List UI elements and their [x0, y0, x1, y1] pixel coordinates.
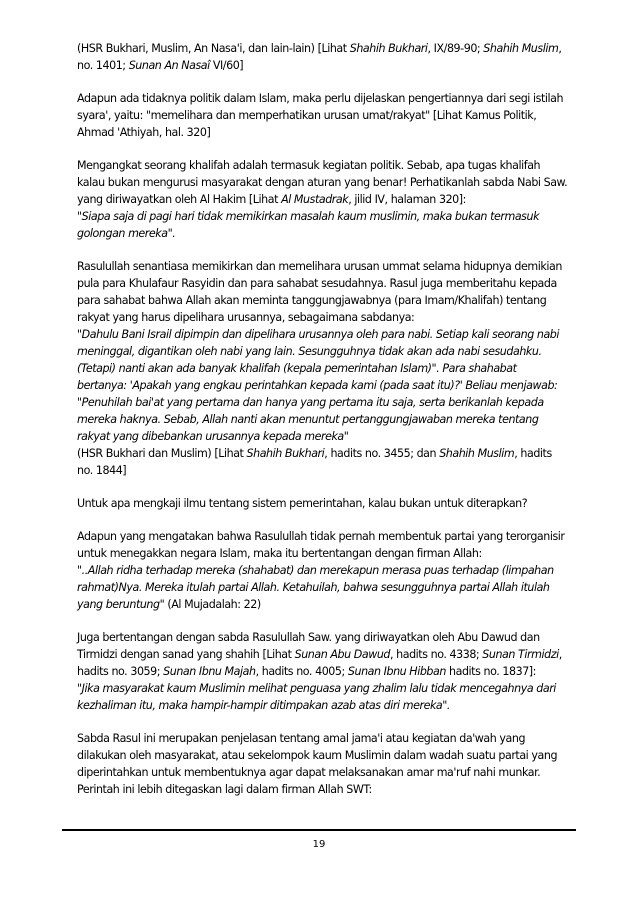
text-run: Mengangkat seorang khalifah adalah termasuk kegiatan politik. Sebab, apa tugas khalifah kalau bukan mengurusi masyarakat dengan aturan yang benar! Perhatikanlah sabda Nabi Saw. yang diriwayatkan oleh Al Hakim [Lihat [77, 159, 568, 206]
text-run: , hadits no. 3059; [77, 648, 562, 678]
italic-text-run: Sunan Ibnu Majah [163, 665, 256, 678]
text-run: (Al Mujadalah: 22) [164, 598, 261, 611]
paragraph [77, 730, 569, 798]
paragraph [77, 495, 569, 512]
text-run: Sabda Rasul ini merupakan penjelasan tentang amal jama'i atau kegiatan da'wah yang dilakukan oleh masyarakat, atau sekelompok kaum Muslimin dalam wadah suatu partai yang diperintahkan untuk membentuknya agar dapat melaksanakan amar ma'ruf nahi munkar. Perintah ini lebih ditegaskan lagi dalam firman Allah SWT: [77, 732, 558, 796]
text-run: , IX/89-90; [427, 42, 484, 55]
italic-text-run: Sunan Abu Dawud [294, 648, 390, 661]
paragraph [77, 528, 569, 613]
text-run: , hadits no. 3455; dan [324, 447, 440, 460]
text-run: , hadits no. 4338; [390, 648, 483, 661]
italic-text-run: "..Allah ridha terhadap mereka (shahabat) dan merekapun merasa puas terhadap (limpahan rahmat)Nya. Mereka itulah partai Allah. Ketahuilah, bahwa sesungguhnya partai Allah itulah yang beruntung" [77, 564, 554, 611]
text-run: , no. 1401; [77, 42, 562, 72]
text-run: Untuk apa mengkaji ilmu tentang sistem pemerintahan, kalau bukan untuk diterapkan? [77, 497, 528, 510]
page-number: 19 [312, 839, 326, 850]
italic-text-run: Shahih Muslim [483, 42, 559, 55]
text-run: , hadits no. 1844] [77, 447, 552, 477]
italic-text-run: "Jika masyarakat kaum Muslimin melihat penguasa yang zhalim lalu tidak mencegahnya dari kezhaliman itu, maka hampir-hampir ditimpakan azab atas diri mereka". [77, 682, 556, 712]
italic-text-run: Sunan An Nasaî [128, 59, 210, 72]
text-run: (HSR Bukhari, Muslim, An Nasa'i, dan lain-lain) [Lihat [77, 42, 350, 55]
text-run: (HSR Bukhari dan Muslim) [Lihat [77, 447, 247, 460]
text-run: Adapun yang mengatakan bahwa Rasulullah tidak pernah membentuk partai yang terorganisir untuk menegakkan negara Islam, maka itu bertentangan dengan firman Allah: [77, 530, 565, 560]
italic-text-run: Sunan Ibnu Hibban [347, 665, 446, 678]
paragraph [77, 157, 569, 242]
text-run: , hadits no. 4005; [255, 665, 348, 678]
text-run: Rasulullah senantiasa memikirkan dan memelihara urusan ummat selama hidupnya demikian pula para Khulafaur Rasyidin dan para sahabat sesudahnya. Rasul juga memberitahu kepada para sahabat bahwa Allah akan meminta tanggungjawabnya (para Imam/Khalifah) tentang rakyat yang harus dipelihara urusannya, sebagaimana sabdanya: [77, 260, 562, 324]
text-run: hadits no. 1837]: [445, 665, 536, 678]
footer-rule [62, 829, 576, 831]
text-run: VI/60] [209, 59, 244, 72]
italic-text-run: Sunan Tirmidzi [482, 648, 559, 661]
italic-text-run: Shahih Muslim [439, 447, 515, 460]
body-text [77, 40, 569, 814]
text-run: Adapun ada tidaknya politik dalam Islam, maka perlu dijelaskan pengertiannya dari segi istilah syara', yaitu: "memelihara dan memperhatikan urusan umat/rakyat" [Lihat Kamus Politik, Ahmad 'Athiyah, hal. 320] [77, 92, 564, 139]
italic-text-run: Al Mustadrak [281, 193, 349, 206]
paragraph [77, 629, 569, 714]
text-run: Juga bertentangan dengan sabda Rasulullah Saw. yang diriwayatkan oleh Abu Dawud dan Tirmidzi dengan sanad yang shahih [Lihat [77, 631, 540, 661]
italic-text-run: "Dahulu Bani Israil dipimpin dan dipelihara urusannya oleh para nabi. Setiap kali seorang nabi meninggal, digantikan oleh nabi yang lain. Sesungguhnya tidak akan ada nabi sesudahku. (Tetapi) nanti akan ada banyak khalifah (kepala pemerintahan Islam)". Para shahabat bertanya: 'Apakah yang engkau perintahkan kepada kami (pada saat itu)?' Beliau menjawab: "Penuhilah bai'at yang pertama dan hanya yang pertama itu saja, serta berikanlah kepada mereka haknya. Sebab, Allah nanti akan menuntut pertanggungjawaban mereka tentang rakyat yang dibebankan urusannya kepada mereka" [77, 328, 560, 443]
italic-text-run: Shahih Bukhari [246, 447, 325, 460]
paragraph [77, 90, 569, 141]
italic-text-run: Shahih Bukhari [349, 42, 428, 55]
paragraph [77, 258, 569, 479]
paragraph [77, 40, 569, 74]
text-run: , jilid IV, halaman 320]: [348, 193, 466, 206]
italic-text-run: "Siapa saja di pagi hari tidak memikirkan masalah kaum muslimin, maka bukan termasuk golongan mereka". [77, 210, 540, 240]
